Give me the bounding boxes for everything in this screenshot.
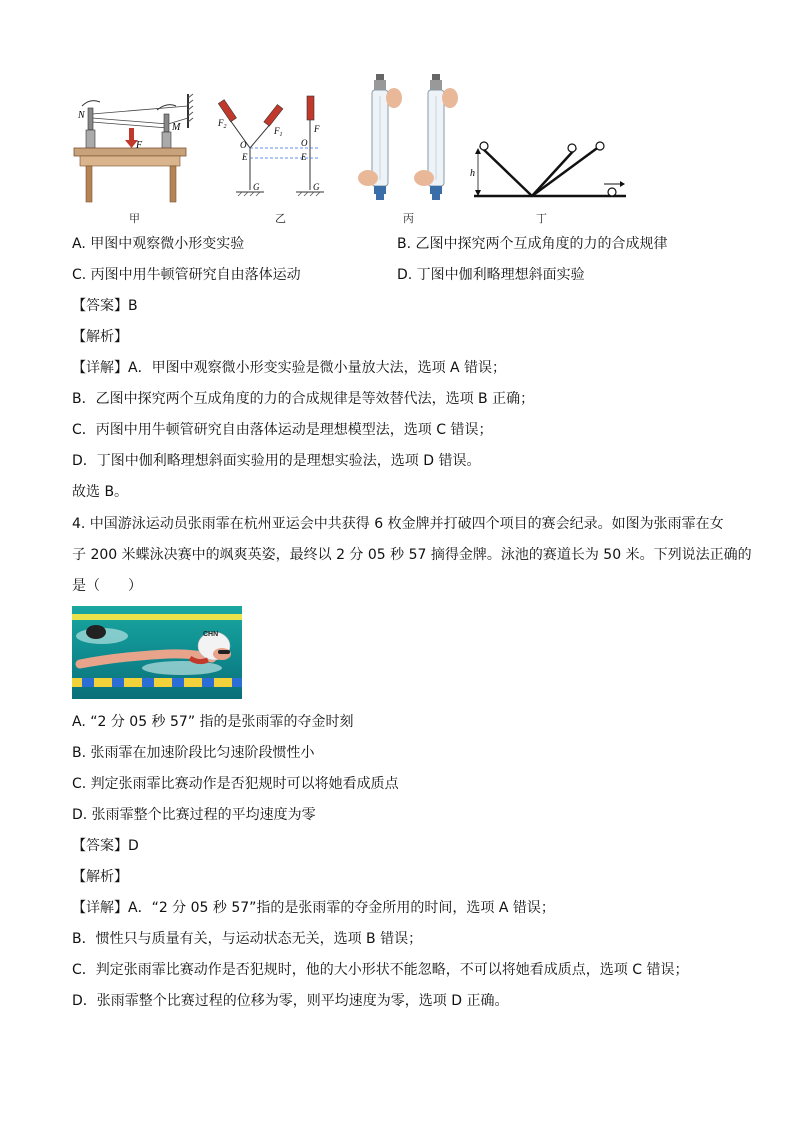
q4-stem-line-1: 4. 中国游泳运动员张雨霏在杭州亚运会中共获得 6 枚金牌并打破四个项目的赛会纪录。如图为张雨霏在女 [72,516,724,532]
cap-text: CHN [203,631,219,638]
label-E-right: E [301,152,307,162]
q3-detail-2: B．乙图中探究两个互成角度的力的合成规律是等效替代法，选项 B 正确； [72,391,535,407]
figure-ding [470,138,630,202]
label-F2: F [218,118,224,128]
label-O-right: O [301,138,308,148]
q3-answer: 【答案】B [72,298,138,314]
q4-detail-2: B．惯性只与质量有关，与运动状态无关，选项 B 错误； [72,931,423,947]
q4-detail-3: C．判定张雨霏比赛动作是否犯规时，他的大小形状不能忽略，不可以将她看成质点，选项 C 错误； [72,962,689,978]
q3-detail-3: C．丙图中用牛顿管研究自由落体运动是理想模型法，选项 C 错误； [72,422,493,438]
q4-option-d: D. 张雨霏整个比赛过程的平均速度为零 [72,807,316,823]
label-F-right: F [314,124,320,134]
q4-detail-4: D．张雨霏整个比赛过程的位移为零，则平均速度为零，选项 D 正确。 [72,993,509,1009]
label-O-left: O [240,140,247,150]
label-h: h [470,168,475,179]
caption-yi: 乙 [275,212,286,225]
label-G-right: G [313,182,320,192]
q4-option-c: C. 判定张雨霏比赛动作是否犯规时可以将她看成质点 [72,776,399,792]
q4-detail-1: 【详解】A．“2 分 05 秒 57”指的是张雨霏的夺金所用的时间，选项 A 错误； [72,900,555,916]
q3-analysis-title: 【解析】 [72,329,128,345]
q3-option-d: D. 丁图中伽利略理想斜面实验 [397,267,585,283]
q4-answer: 【答案】D [72,838,139,854]
label-M: M [172,122,181,133]
label-F2-sub: 2 [223,124,227,130]
q4-stem-line-2: 子 200 米蝶泳决赛中的飒爽英姿，最终以 2 分 05 秒 57 摘得金牌。泳池的赛道长为 50 米。下列说法正确的 [72,547,752,563]
label-F1: F [274,126,280,136]
label-F: F [136,140,143,151]
q4-option-b: B. 张雨霏在加速阶段比匀速阶段惯性小 [72,745,315,761]
swimmer-photo [72,606,242,699]
q3-detail-4: D．丁图中伽利略理想斜面实验用的是理想实验法，选项 D 错误。 [72,453,481,469]
svg-text:F2 [217,118,227,130]
q3-conclusion: 故选 B。 [72,484,129,500]
q3-detail-1: 【详解】A．甲图中观察微小形变实验是微小量放大法，选项 A 错误； [72,360,507,376]
figure-jia [72,88,197,208]
q3-option-a: A. 甲图中观察微小形变实验 [72,236,245,252]
q4-analysis-title: 【解析】 [72,869,128,885]
caption-jia: 甲 [129,212,140,225]
caption-ding: 丁 [536,212,547,225]
q4-option-a: A. “2 分 05 秒 57” 指的是张雨霏的夺金时刻 [72,714,354,730]
q3-option-c: C. 丙图中用牛顿管研究自由落体运动 [72,267,301,283]
figure-yi [210,90,340,202]
label-F1-sub: 1 [279,132,283,138]
q4-stem-line-3: 是（ ） [72,578,142,594]
figure-bing [354,68,464,206]
caption-bing: 丙 [403,212,414,225]
svg-text:F1 [273,126,283,138]
q3-option-b: B. 乙图中探究两个互成角度的力的合成规律 [397,236,668,252]
label-N: N [78,110,85,121]
label-E-left: E [242,152,248,162]
label-G-left: G [253,182,260,192]
